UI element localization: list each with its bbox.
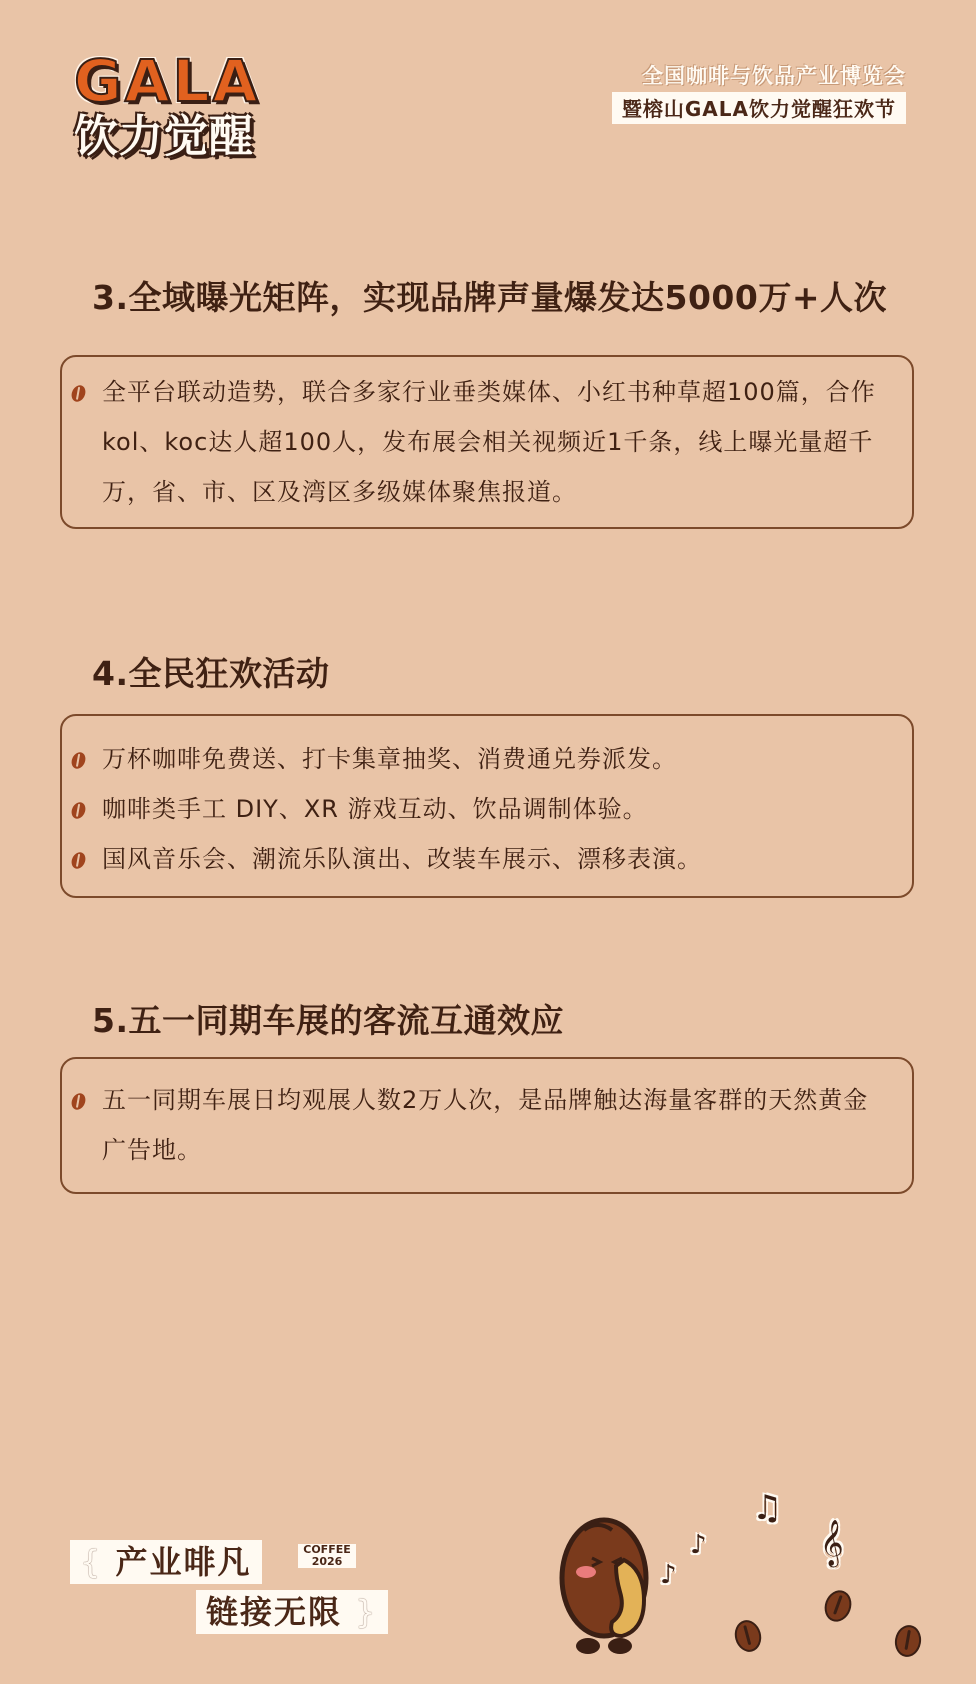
- coffee-2026-tag: [298, 1544, 356, 1568]
- music-note-icon: ♪: [690, 1530, 707, 1560]
- list-item: [72, 834, 892, 884]
- coffee-bean-icon: [731, 1617, 764, 1655]
- gala-logo-subtitle: 饮力觉醒: [74, 111, 254, 162]
- slogan-text-line2: 链接无限: [206, 1593, 343, 1631]
- coffee-bean-mascot: [548, 1500, 678, 1660]
- slogan-line2: [196, 1590, 388, 1634]
- coffee-bean-bullet-icon: [69, 850, 88, 871]
- coffee-tag-year: 2026: [311, 1555, 343, 1568]
- coffee-tag-word: COFFEE: [303, 1543, 351, 1556]
- section-title-auto-show: 5.五一同期车展的客流互通效应: [92, 1001, 564, 1040]
- list-item: [72, 784, 892, 834]
- treble-clef-icon: 𝄞: [820, 1520, 844, 1566]
- info-card-carnival: [60, 714, 914, 898]
- slogan-text-line1: 产业啡凡: [115, 1543, 252, 1581]
- coffee-bean-icon: [892, 1623, 923, 1659]
- section-title-carnival: 4.全民狂欢活动: [92, 654, 330, 693]
- list-item-text: 全平台联动造势，联合多家行业垂类媒体、小红书种草超100篇，合作kol、koc达人超100人，发布展会相关视频近1千条，线上曝光量超千万，省、市、区及湾区多级媒体聚焦报道。: [102, 378, 876, 506]
- event-title-line1: 全国咖啡与饮品产业博览会: [642, 64, 906, 88]
- list-item-text: 五一同期车展日均观展人数2万人次，是品牌触达海量客群的天然黄金广告地。: [102, 1086, 869, 1164]
- coffee-bean-bullet-icon: [69, 800, 88, 821]
- coffee-bean-bullet-icon: [69, 1091, 88, 1112]
- slogan-line1: [70, 1540, 262, 1584]
- section-title-exposure: 3.全域曝光矩阵，实现品牌声量爆发达5000万+人次: [92, 278, 887, 317]
- slogan-brace-right: }: [355, 1593, 378, 1631]
- music-note-icon: ♪: [660, 1560, 677, 1590]
- list-item: [72, 1075, 892, 1175]
- event-title-line2: 暨榕山GALA饮力觉醒狂欢节: [612, 92, 906, 124]
- coffee-bean-bullet-icon: [69, 383, 88, 404]
- slogan-brace-left: {: [80, 1543, 103, 1581]
- coffee-bean-bullet-icon: [69, 750, 88, 771]
- coffee-bean-icon: [820, 1587, 855, 1626]
- music-note-icon: ♫: [752, 1488, 783, 1528]
- list-item: [72, 367, 892, 517]
- list-item: [72, 734, 892, 784]
- list-item-text: 万杯咖啡免费送、打卡集章抽奖、消费通兑券派发。: [102, 745, 677, 773]
- list-item-text: 咖啡类手工 DIY、XR 游戏互动、饮品调制体验。: [102, 795, 648, 823]
- gala-logo: GALA: [74, 47, 261, 115]
- info-card-exposure: [60, 355, 914, 529]
- info-card-auto-show: [60, 1057, 914, 1194]
- list-item-text: 国风音乐会、潮流乐队演出、改装车展示、漂移表演。: [102, 845, 702, 873]
